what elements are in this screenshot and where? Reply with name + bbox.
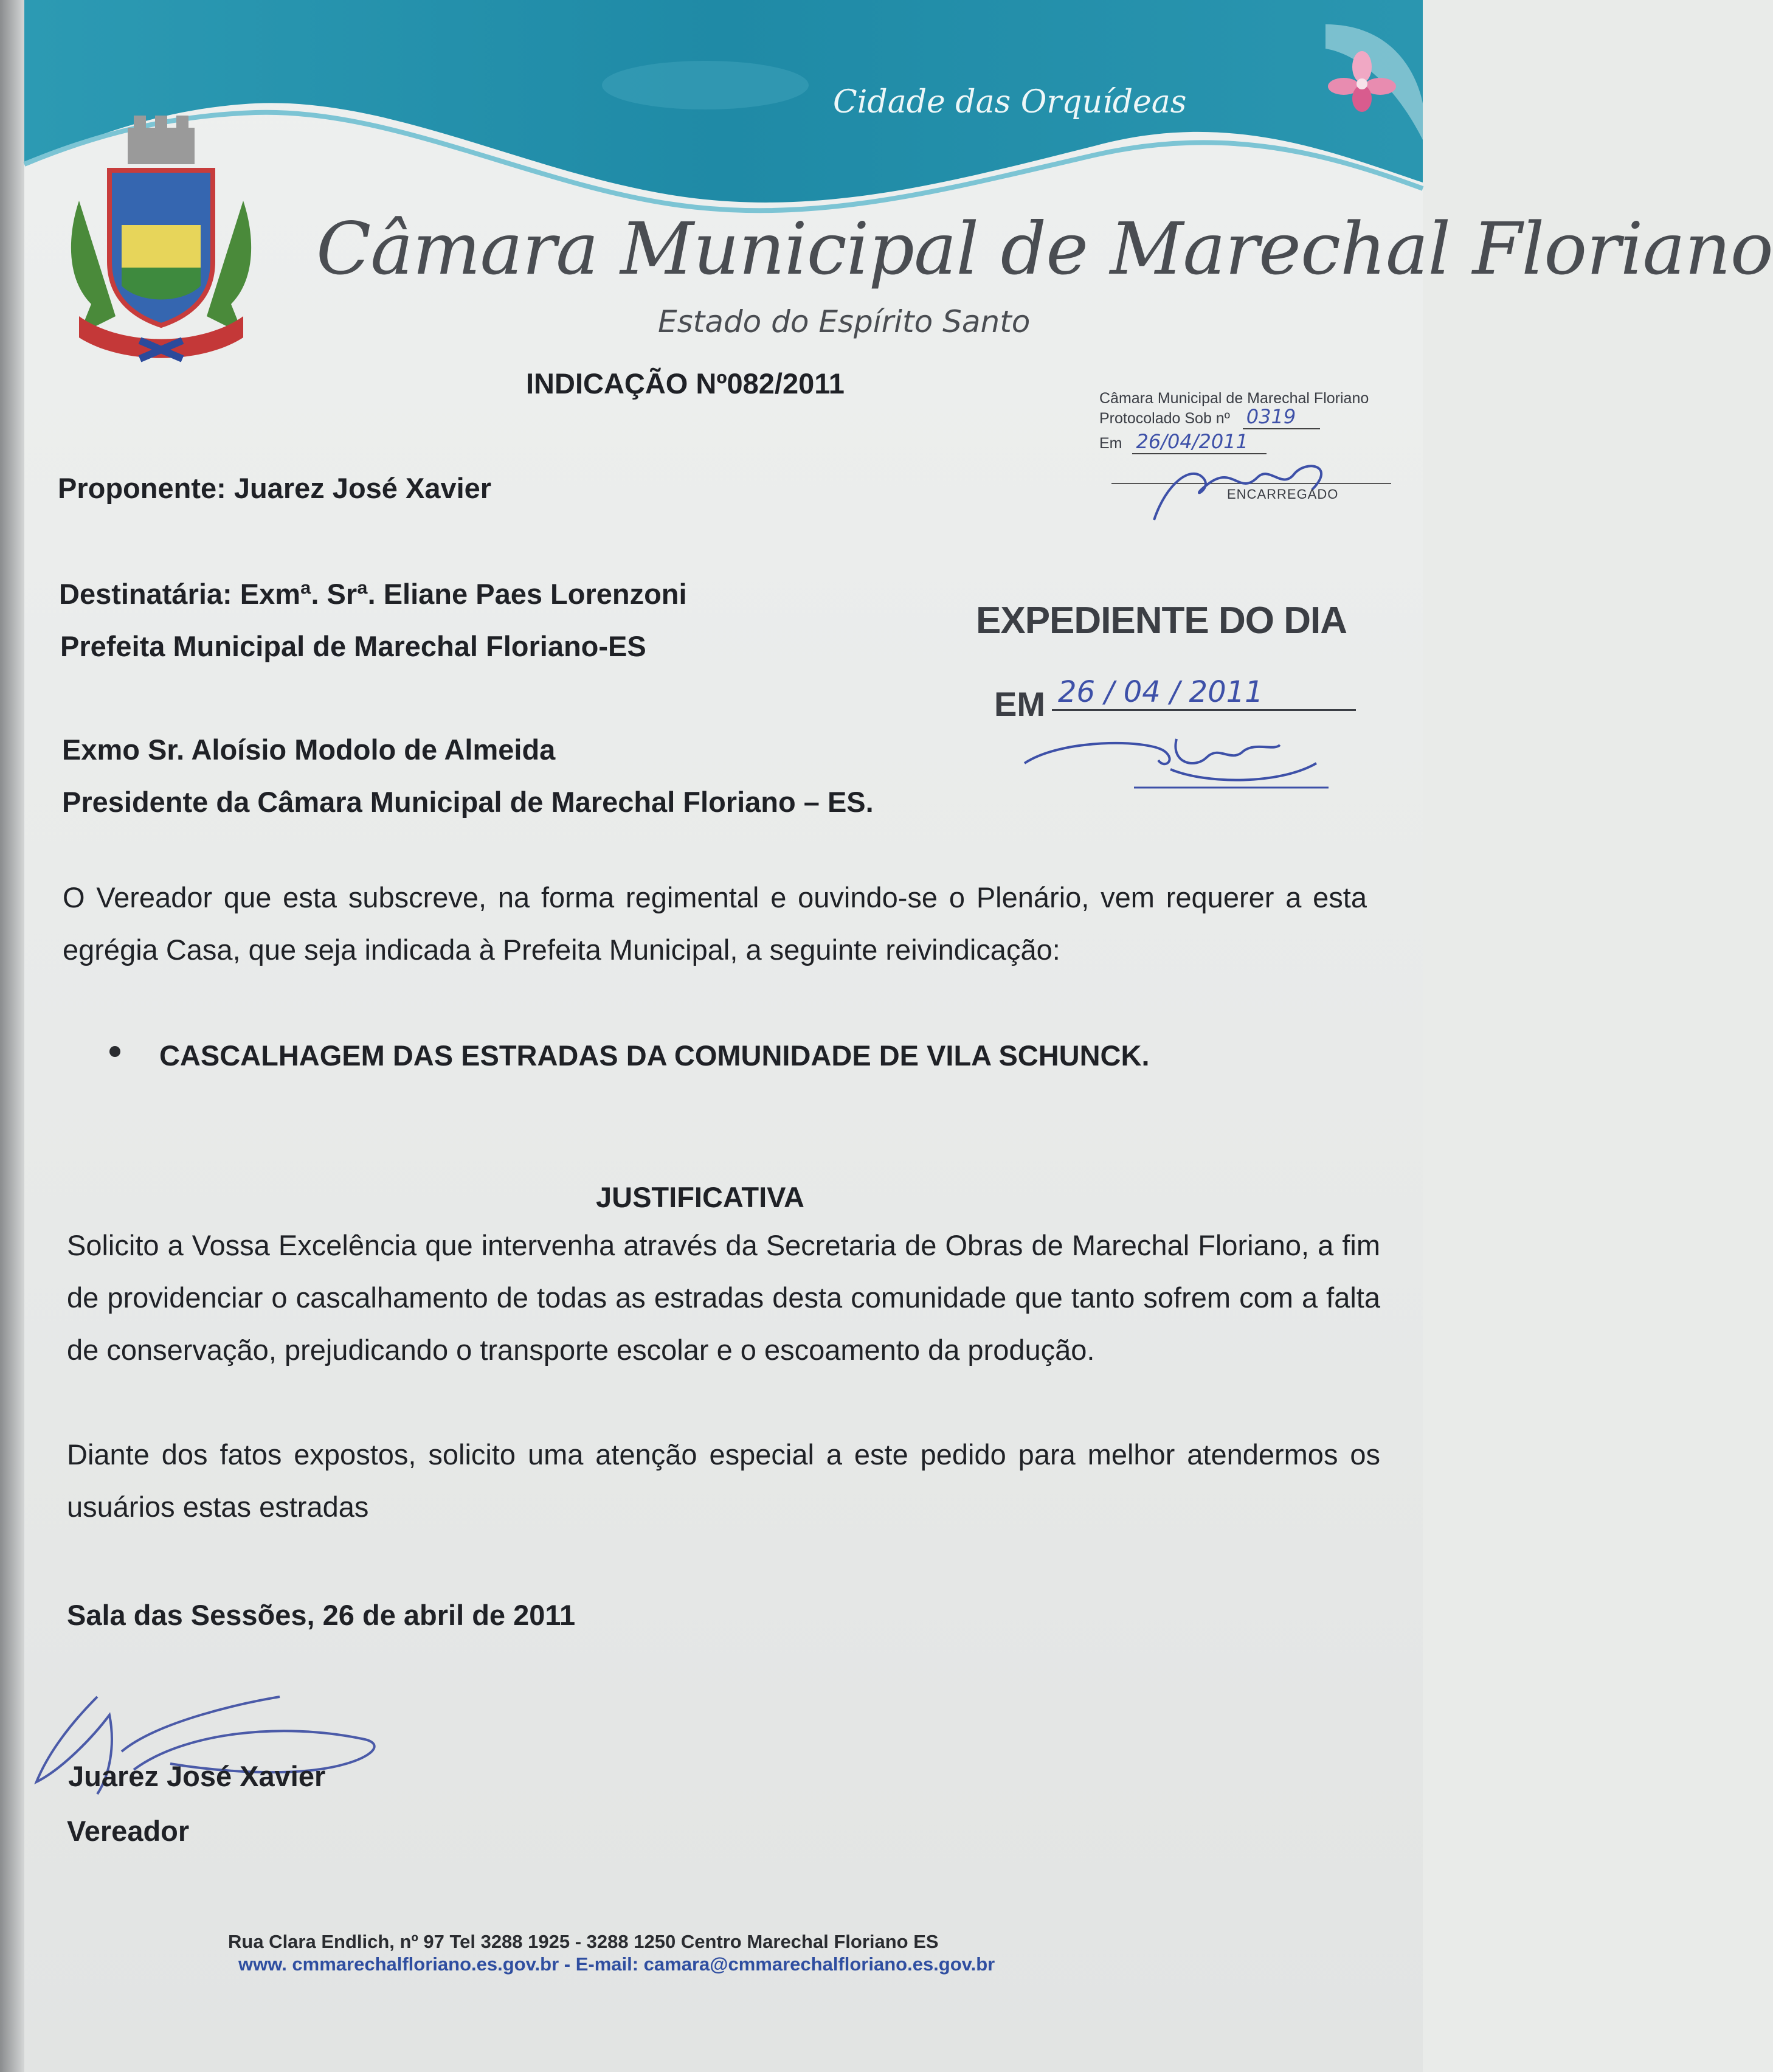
expediente-label: EM: [994, 685, 1045, 723]
session-date: Sala das Sessões, 26 de abril de 2011: [67, 1599, 576, 1631]
justification-title: JUSTIFICATIVA: [596, 1181, 804, 1213]
document-page: [24, 0, 1773, 2072]
signer-role: Vereador: [67, 1815, 190, 1847]
page-edge: [0, 0, 24, 2072]
president-line2: Presidente da Câmara Municipal de Marechal Floriano – ES.: [62, 786, 874, 818]
coat-of-arms-icon: [43, 116, 280, 371]
protocol-stamp-line1: Câmara Municipal de Marechal Floriano: [1099, 390, 1369, 407]
justification-paragraph-1: Solicito a Vossa Excelência que intervenha através da Secretaria de Obras de Marechal Floriano, a fim de providenciar o cascalhamento de todas as estradas desta comunidade que tanto sofrem com a falta de conservação, prejudicando o transporte escolar e o escoamento da produção.: [67, 1229, 1380, 1366]
state-name: Estado do Espírito Santo: [658, 304, 1031, 339]
protocol-stamp: [1099, 389, 1415, 535]
protocol-date-label: Em: [1099, 435, 1122, 452]
orchid-icon: [1325, 49, 1398, 122]
recipient-line2: Prefeita Municipal de Marechal Floriano-ES: [60, 630, 646, 662]
expediente-stamp: [976, 599, 1401, 800]
protocol-date: 26/04/2011: [1132, 430, 1266, 454]
slogan: Cidade das Orquídeas: [833, 84, 1187, 120]
expediente-signature: [1012, 727, 1329, 794]
proponent: Proponente: Juarez José Xavier: [58, 472, 492, 504]
protocol-stamp-role: ENCARREGADO: [1227, 487, 1339, 502]
intro-paragraph: O Vereador que esta subscreve, na forma regimental e ouvindo-se o Plenário, vem requerer a esta egrégia Casa, que seja indicada à Prefeita Municipal, a seguinte reivindicação:: [63, 881, 1367, 966]
justification-paragraph-2: Diante dos fatos expostos, solicito uma atenção especial a este pedido para melhor atendermos os usuários estas estradas: [67, 1438, 1380, 1523]
president-line1: Exmo Sr. Aloísio Modolo de Almeida: [62, 733, 556, 766]
signer-name: Juarez José Xavier: [68, 1760, 326, 1792]
institution-name: Câmara Municipal de Marechal Floriano: [316, 207, 1773, 291]
footer-address: Rua Clara Endlich, nº 97 Tel 3288 1925 - 3288 1250 Centro Marechal Floriano ES: [228, 1931, 939, 1952]
expediente-date: 26 / 04 / 2011: [1052, 675, 1356, 711]
protocol-number: 0319: [1243, 405, 1320, 429]
request-item: CASCALHAGEM DAS ESTRADAS DA COMUNIDADE DE VILA SCHUNCK.: [159, 1039, 1150, 1072]
recipient-line1: Destinatária: Exmª. Srª. Eliane Paes Lorenzoni: [59, 578, 687, 610]
expediente-title: EXPEDIENTE DO DIA: [976, 600, 1347, 642]
document-number: INDICAÇÃO Nº082/2011: [526, 367, 845, 400]
footer-contact: www. cmmarechalfloriano.es.gov.br - E-mail: camara@cmmarechalfloriano.es.gov.br: [238, 1953, 995, 1975]
protocol-label: Protocolado Sob nº: [1099, 410, 1230, 427]
bullet-icon: [109, 1046, 120, 1057]
